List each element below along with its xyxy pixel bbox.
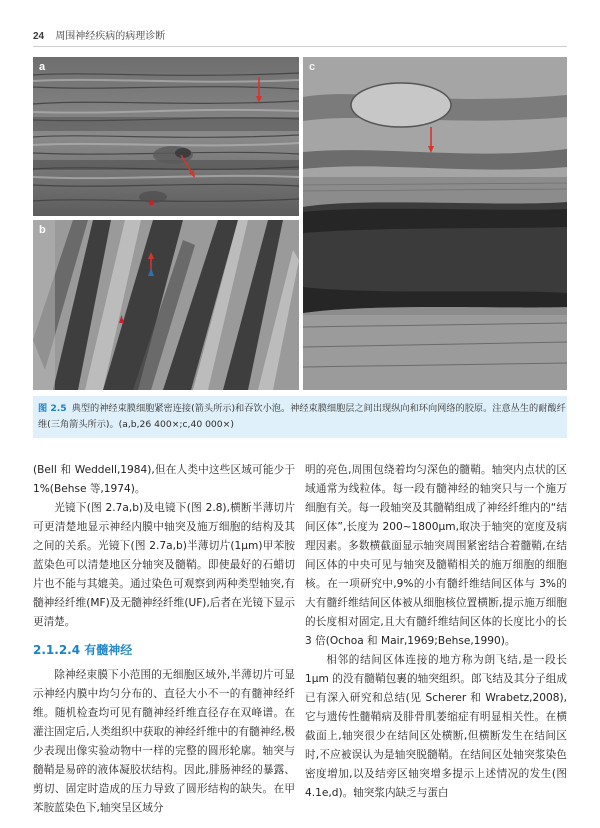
- panel-label-c: c: [309, 61, 316, 73]
- figure-panel-b: [33, 220, 299, 390]
- micrograph-c: [303, 57, 567, 390]
- figure-panel-c: [303, 57, 567, 390]
- figure-caption-text: 典型的神经束膜细胞紧密连接(箭头所示)和吞饮小泡。神经束膜细胞层之间出现纵向和环向网络的胶原。注意丛生的耐酸纤维(三角箭头所示)。(a,b,26 400×;c,40 000×): [38, 403, 566, 430]
- micrograph-b: [33, 220, 299, 390]
- panel-label-a: a: [39, 61, 46, 73]
- running-title: 周围神经疾病的病理诊断: [55, 31, 166, 42]
- figure-number: 图 2.5: [38, 403, 67, 414]
- panel-label-b: b: [39, 224, 46, 236]
- paragraph: 光镜下(图 2.7a,b)及电镜下(图 2.8),横断半薄切片可更清楚地显示神经内膜中轴突及施万细胞的结构及其之间的关系。光镜下(图 2.7a,b)半薄切片(1μm)甲苯胺蓝染色可以清楚地区分轴突及髓鞘。即使最好的石蜡切片也不能与其媲美。通过染色可观察到两种类型轴突,有髓神经纤维(MF)及无髓神经纤维(UF),后者在光镜下显示更清楚。: [33, 502, 295, 628]
- header-rule: [33, 46, 567, 47]
- left-column: [33, 461, 295, 818]
- paragraph: 除神经束膜下小范围的无细胞区域外,半薄切片可显示神经内膜中均匀分布的、直径大小不一的有髓神经纤维。随机检查均可见有髓神经纤维直径存在双峰谱。在灌注固定后,人类组织中获取的神经纤维中的有髓神经,极少表现出像实验动物中一样的完整的圆形轮廓。轴突与髓鞘是易碎的液体凝胶状结构。因此,腓肠神经的暴露、剪切、固定时造成的压力导致了圆形结构的缺失。在甲苯胺蓝染色下,轴突呈区域分: [33, 669, 295, 814]
- paragraph: 明的亮色,周围包绕着均匀深色的髓鞘。轴突内点状的区域通常为线粒体。每一段有髓神经的轴突只与一个施万细胞有关。每一段轴突及其髓鞘组成了神经纤维内的“结间区体”,长度为 200~1800μm,取决于轴突的宽度及病理因素。多数横截面显示轴突周围紧密结合着髓鞘,在结间区体的中央可见与轴突及髓鞘相关的施万细胞的细胞核。在一项研究中,9%的小有髓纤维结间区体与 3%的大有髓纤维结间区体被从细胞核位置横断,提示施万细胞的长度相对固定,且大有髓纤维结间区体的长度比小的长 3 倍(Ochoa 和 Mair,1969;Behse,1990)。: [305, 464, 567, 647]
- figure-caption: [38, 401, 566, 433]
- right-column: [305, 461, 567, 803]
- paragraph: (Bell 和 Weddell,1984),但在人类中这些区域可能少于 1%(Behse 等,1974)。: [33, 464, 295, 495]
- running-header: [33, 27, 165, 41]
- figure-panel-a: [33, 57, 299, 216]
- section-heading: 2.1.2.4 有髓神经: [33, 643, 133, 657]
- micrograph-a: [33, 57, 299, 216]
- paragraph: 相邻的结间区体连接的地方称为朗飞结,是一段长 1μm 的没有髓鞘包裹的轴突组织。郎飞结及其分子组成已有深入研究和总结(见 Scherer 和 Wrabetz,2008),它与遗传性髓鞘病及腓骨肌萎缩症有明显相关性。在横截面上,轴突很少在结间区处横断,但横断发生在结间区时,不应被误认为是轴突脱髓鞘。在结间区处轴突浆染色密度增加,以及结旁区轴突增多提示上述情况的发生(图 4.1e,d)。轴突浆内缺乏与蛋白: [305, 654, 567, 799]
- page-number: 24: [33, 31, 45, 42]
